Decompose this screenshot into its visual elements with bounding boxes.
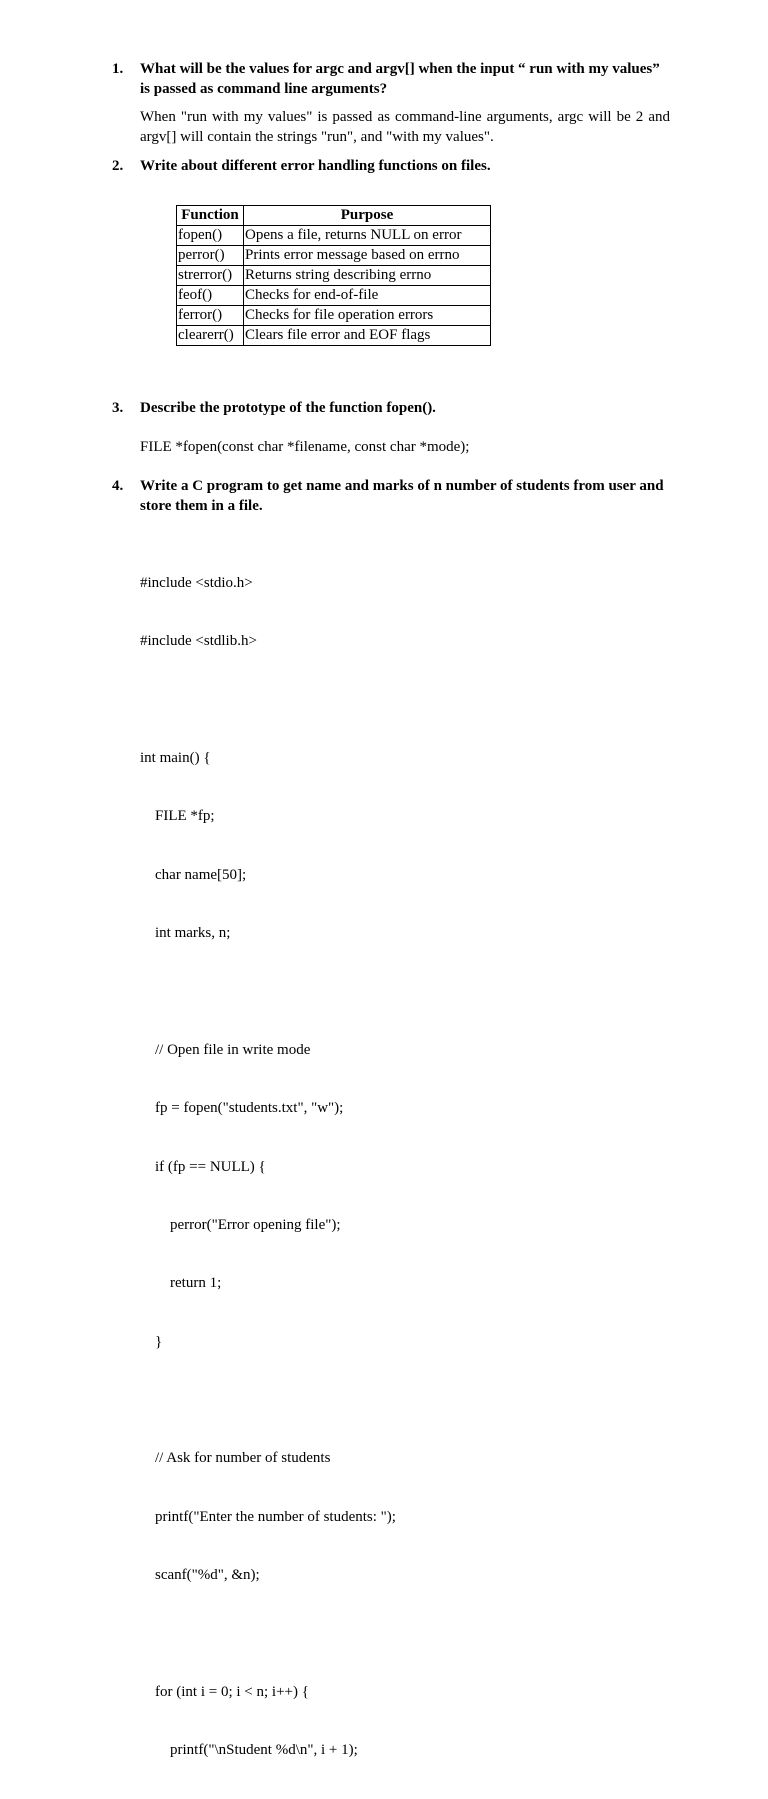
table-header-cell: Function [177, 206, 244, 226]
question-number: 1. [112, 61, 124, 77]
code-line: fp = fopen("students.txt", "w"); [140, 1100, 344, 1117]
question-text: Describe the prototype of the function fopen(). [140, 400, 436, 416]
table-cell: feof() [177, 286, 244, 306]
code-line [140, 1391, 396, 1410]
answer-3: FILE *fopen(const char *filename, const char *mode); [140, 439, 470, 455]
code-line: char name[50]; [140, 866, 247, 883]
table-cell: clearerr() [177, 326, 244, 346]
code-line: if (fp == NULL) { [140, 1158, 266, 1175]
table-cell: Checks for file operation errors [244, 306, 491, 326]
question-text: What will be the values for argc and argv[] when the input “ run with my values” is passed as command line arguments? [140, 61, 660, 97]
code-line: scanf("%d", &n); [140, 1567, 260, 1584]
code-line [140, 982, 396, 1001]
answer-1: When "run with my values" is passed as command-line arguments, argc will be 2 and argv[] will contain the strings "run", and "with my values". [140, 109, 670, 145]
table-cell: Prints error message based on errno [244, 246, 491, 266]
table-cell: perror() [177, 246, 244, 266]
code-line: } [140, 1333, 163, 1350]
table-cell: strerror() [177, 266, 244, 286]
question-number: 3. [112, 400, 124, 416]
table-row [177, 326, 491, 346]
code-line: int main() { [140, 749, 211, 766]
question-text: Write about different error handling functions on files. [140, 158, 491, 174]
code-line [140, 691, 396, 710]
table-cell: fopen() [177, 226, 244, 246]
table-cell: ferror() [177, 306, 244, 326]
table-cell: Returns string describing errno [244, 266, 491, 286]
table-row [177, 266, 491, 286]
code-line: int marks, n; [140, 925, 231, 942]
table-row [177, 246, 491, 266]
code-block [140, 535, 396, 1799]
table-row [177, 226, 491, 246]
error-functions-table [176, 205, 491, 346]
table-header-row [177, 206, 491, 226]
code-line: FILE *fp; [140, 808, 215, 825]
code-line: printf("\nStudent %d\n", i + 1); [140, 1742, 358, 1759]
code-line: // Open file in write mode [140, 1041, 311, 1058]
question-text: Write a C program to get name and marks of n number of students from user and store them in a file. [140, 478, 664, 514]
code-line: #include <stdio.h> [140, 574, 253, 591]
code-line: // Ask for number of students [140, 1450, 331, 1467]
code-line: perror("Error opening file"); [140, 1216, 341, 1233]
question-number: 4. [112, 478, 124, 494]
table-cell: Clears file error and EOF flags [244, 326, 491, 346]
table-row [177, 306, 491, 326]
code-line: #include <stdlib.h> [140, 633, 257, 650]
code-line: return 1; [140, 1275, 222, 1292]
code-line [140, 1624, 396, 1643]
table-cell: Opens a file, returns NULL on error [244, 226, 491, 246]
code-line: for (int i = 0; i < n; i++) { [140, 1683, 309, 1700]
table-header-cell: Purpose [244, 206, 491, 226]
table-cell: Checks for end-of-file [244, 286, 491, 306]
question-number: 2. [112, 158, 124, 174]
code-line: printf("Enter the number of students: "); [140, 1508, 396, 1525]
table-row [177, 286, 491, 306]
